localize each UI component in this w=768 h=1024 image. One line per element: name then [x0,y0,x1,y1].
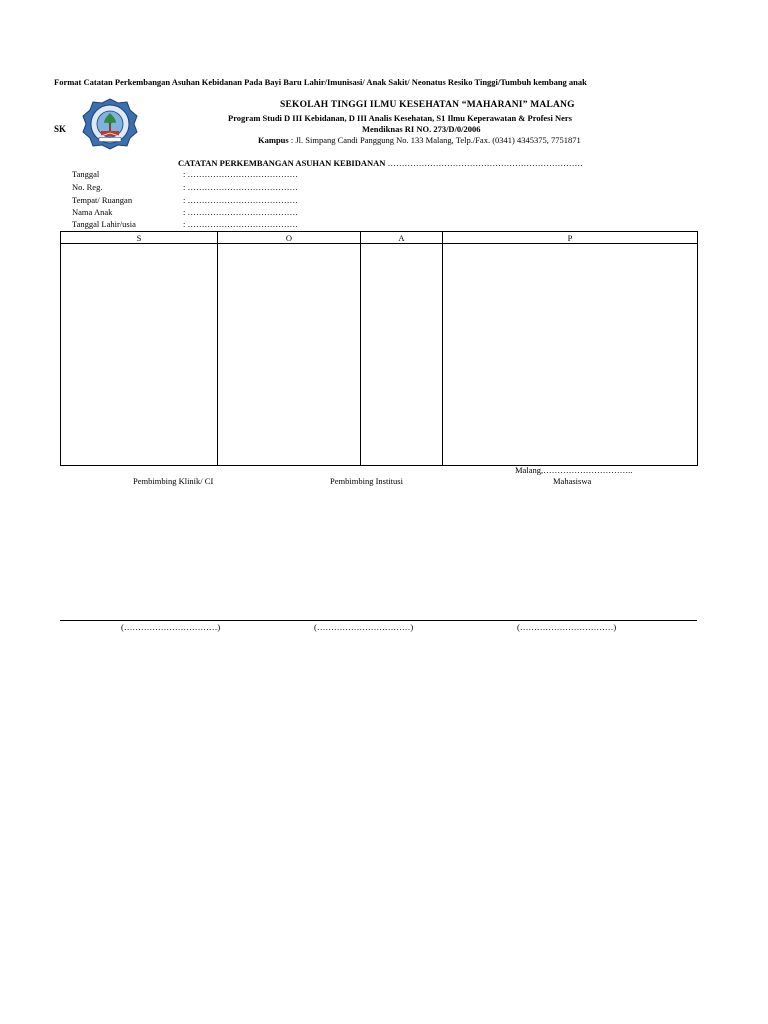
soap-header-o: O [218,232,361,244]
soap-header-p: P [443,232,698,244]
signature-role-student: Mahasiswa [553,476,592,486]
field-value-nama-anak[interactable]: : ………………………………… [183,207,298,217]
field-label-tanggal-lahir: Tanggal Lahir/usia [72,219,136,229]
form-title-dots: …………………………………………………………… [385,158,584,168]
campus-label: Kampus [258,135,289,145]
school-logo [82,98,138,150]
sk-label: SK [54,124,67,134]
soap-header-s: S [61,232,218,244]
soap-body-row [61,244,698,466]
signature-divider [60,620,697,621]
field-label-tanggal: Tanggal [72,169,100,179]
format-caption: Format Catatan Perkembangan Asuhan Kebidanan Pada Bayi Baru Lahir/Imunisasi/ Anak Sakit/ Neonatus Resiko Tinggi/Tumbuh kembang anak [54,77,587,87]
field-value-tanggal[interactable]: : ………………………………… [183,169,298,179]
field-value-no-reg[interactable]: : ………………………………… [183,182,298,192]
field-value-tempat-ruangan[interactable]: : ………………………………… [183,195,298,205]
signature-role-clinical: Pembimbing Klinik/ CI [133,476,214,486]
soap-cell-subjective[interactable] [61,244,218,466]
signature-name-clinical[interactable]: (……………………………) [121,622,221,632]
signature-city-date[interactable]: Malang,………………………….. [515,465,633,475]
soap-cell-plan[interactable] [443,244,698,466]
soap-header-row [61,232,698,244]
signature-role-institution: Pembimbing Institusi [330,476,403,486]
school-name: SEKOLAH TINGGI ILMU KESEHATAN “MAHARANI” MALANG [280,100,575,110]
field-label-tempat-ruangan: Tempat/ Ruangan [72,195,133,205]
field-label-nama-anak: Nama Anak [72,207,113,217]
field-value-tanggal-lahir[interactable]: : ………………………………… [183,219,298,229]
campus-address-text: : Jl. Simpang Candi Panggung No. 133 Malang, Telp./Fax. (0341) 4345375, 7751871 [288,135,581,145]
soap-cell-objective[interactable] [218,244,361,466]
decree-number: Mendiknas RI NO. 273/D/0/2006 [362,124,481,134]
soap-table [60,231,698,466]
form-title-text: CATATAN PERKEMBANGAN ASUHAN KEBIDANAN [178,158,386,168]
signature-name-institution[interactable]: (……………………………) [314,622,414,632]
field-label-no-reg: No. Reg. [72,182,103,192]
signature-name-student[interactable]: (……………………………) [517,622,617,632]
soap-header-a: A [361,232,443,244]
form-title [178,158,583,168]
study-programs: Program Studi D III Kebidanan, D III Analis Kesehatan, S1 Ilmu Keperawatan & Profesi Ners [228,113,572,123]
campus-address [258,135,581,145]
soap-cell-assessment[interactable] [361,244,443,466]
